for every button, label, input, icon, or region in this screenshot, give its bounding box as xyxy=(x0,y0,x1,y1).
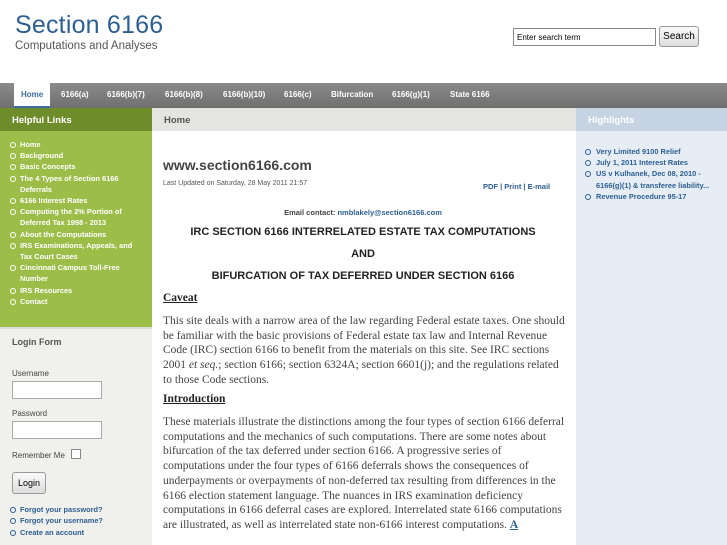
caveat-text-2: ; section 6166; section 6324A; section 6601(j); and the regulations related to those Code sections. xyxy=(163,359,559,386)
intro-text: These materials illustrate the distinctions among the four types of section 6166 deferral computations and the mechanics of such computations. There are some notes about bifurcation of the tax deferred under section 6166. A progressive series of computations under the four types of 6166 deferrals shows the consequences of underpayments or overpayments of non-deferred tax resulting from differences in the 6166 election statement language. The nuances in IRS examination deficiency computations in 6166 deferral cases are explored. Interrelated state 6166 computations are illustrated, as well as interrelated state non-6166 interest computations. xyxy=(163,416,565,531)
create-account-link[interactable]: Create an account xyxy=(8,527,103,538)
password-input[interactable] xyxy=(12,421,102,439)
nav-6166a[interactable]: 6166(a) xyxy=(61,90,89,99)
nav-6166g1[interactable]: 6166(g)(1) xyxy=(392,90,430,99)
site-subtitle: Computations and Analyses xyxy=(15,40,158,52)
search-button[interactable]: Search xyxy=(659,26,699,47)
helpful-link-home[interactable]: Home xyxy=(8,139,146,150)
nav-6166b10[interactable]: 6166(b)(10) xyxy=(223,90,266,99)
search-input[interactable] xyxy=(513,28,656,46)
highlight-rev-proc[interactable]: Revenue Procedure 95-17 xyxy=(582,191,722,202)
last-updated: Last Updated on Saturday, 28 May 2011 21:57 xyxy=(163,180,308,187)
heading-line-3: BIFURCATION OF TAX DEFERRED UNDER SECTION 6166 xyxy=(211,270,515,282)
username-label: Username xyxy=(12,369,49,378)
login-links xyxy=(8,504,103,538)
caveat-italic: et seq. xyxy=(188,359,219,372)
login-title: Login Form xyxy=(12,337,62,347)
helpful-link-four-types[interactable]: The 4 Types of Section 6166 Deferrals xyxy=(8,173,146,195)
highlight-9100-relief[interactable]: Very Limited 9100 Relief xyxy=(582,146,722,157)
email-contact xyxy=(163,208,563,217)
helpful-link-two-percent[interactable]: Computing the 2% Portion of Deferred Tax 1998 - 2013 xyxy=(8,206,146,228)
intro-link[interactable]: A xyxy=(509,518,519,531)
highlight-interest-rates[interactable]: July 1, 2011 Interest Rates xyxy=(582,157,722,168)
introduction-heading: Introduction xyxy=(163,393,226,405)
helpful-link-cincinnati[interactable]: Cincinnati Campus Toll-Free Number xyxy=(8,262,146,284)
login-form xyxy=(0,327,152,545)
forgot-password-link[interactable]: Forgot your password? xyxy=(8,504,103,515)
helpful-link-irs-resources[interactable]: IRS Resources xyxy=(8,285,146,296)
nav-home[interactable]: Home xyxy=(14,83,50,108)
helpful-link-about-computations[interactable]: About the Computations xyxy=(8,229,146,240)
heading-line-2: AND xyxy=(351,248,375,260)
username-input[interactable] xyxy=(12,381,102,399)
pdf-print-email-links[interactable]: PDF | Print | E-mail xyxy=(483,182,551,191)
heading-line-1: IRC SECTION 6166 INTERRELATED ESTATE TAX COMPUTATIONS xyxy=(190,226,536,238)
main-nav xyxy=(0,83,727,108)
highlight-kulhanek[interactable]: US v Kulhanek, Dec 08, 2010 - 6166(g)(1) & transferee liability... xyxy=(582,168,722,190)
breadcrumb[interactable]: Home xyxy=(152,108,576,131)
introduction-paragraph xyxy=(163,415,565,533)
nav-6166b7[interactable]: 6166(b)(7) xyxy=(107,90,145,99)
nav-bifurcation[interactable]: Bifurcation xyxy=(331,90,374,99)
helpful-links-panel xyxy=(0,131,152,327)
highlights-list xyxy=(582,146,722,202)
helpful-link-irs-examinations[interactable]: IRS Examinations, Appeals, and Tax Court Cases xyxy=(8,240,146,262)
remember-label: Remember Me xyxy=(12,451,65,460)
email-label: Email contact: xyxy=(284,208,336,217)
caveat-text-1: This site deals with a narrow area of the law regarding Federal estate taxes. One should be familiar with the basic provisions of Federal estate tax law and Internal Revenue Code (IRC) section 6166 to benefit from the materials on this site. See IRC sections 2001 xyxy=(163,315,565,372)
article-title: www.section6166.com xyxy=(163,157,312,173)
helpful-link-basic-concepts[interactable]: Basic Concepts xyxy=(8,161,146,172)
caveat-heading: Caveat xyxy=(163,292,198,304)
highlights-title: Highlights xyxy=(576,108,727,131)
caveat-paragraph xyxy=(163,314,565,388)
email-address-link[interactable]: nmblakely@section6166.com xyxy=(337,208,442,217)
site-title[interactable]: Section 6166 xyxy=(15,11,164,39)
remember-checkbox[interactable] xyxy=(71,449,81,459)
helpful-link-contact[interactable]: Contact xyxy=(8,296,146,307)
helpful-link-background[interactable]: Background xyxy=(8,150,146,161)
nav-state-6166[interactable]: State 6166 xyxy=(450,90,490,99)
forgot-username-link[interactable]: Forgot your username? xyxy=(8,515,103,526)
password-label: Password xyxy=(12,409,48,418)
login-button[interactable]: Login xyxy=(12,472,46,494)
helpful-link-interest-rates[interactable]: 6166 Interest Rates xyxy=(8,195,146,206)
nav-6166b8[interactable]: 6166(b)(8) xyxy=(165,90,203,99)
nav-6166c[interactable]: 6166(c) xyxy=(284,90,312,99)
helpful-links-title: Helpful Links xyxy=(0,108,152,131)
